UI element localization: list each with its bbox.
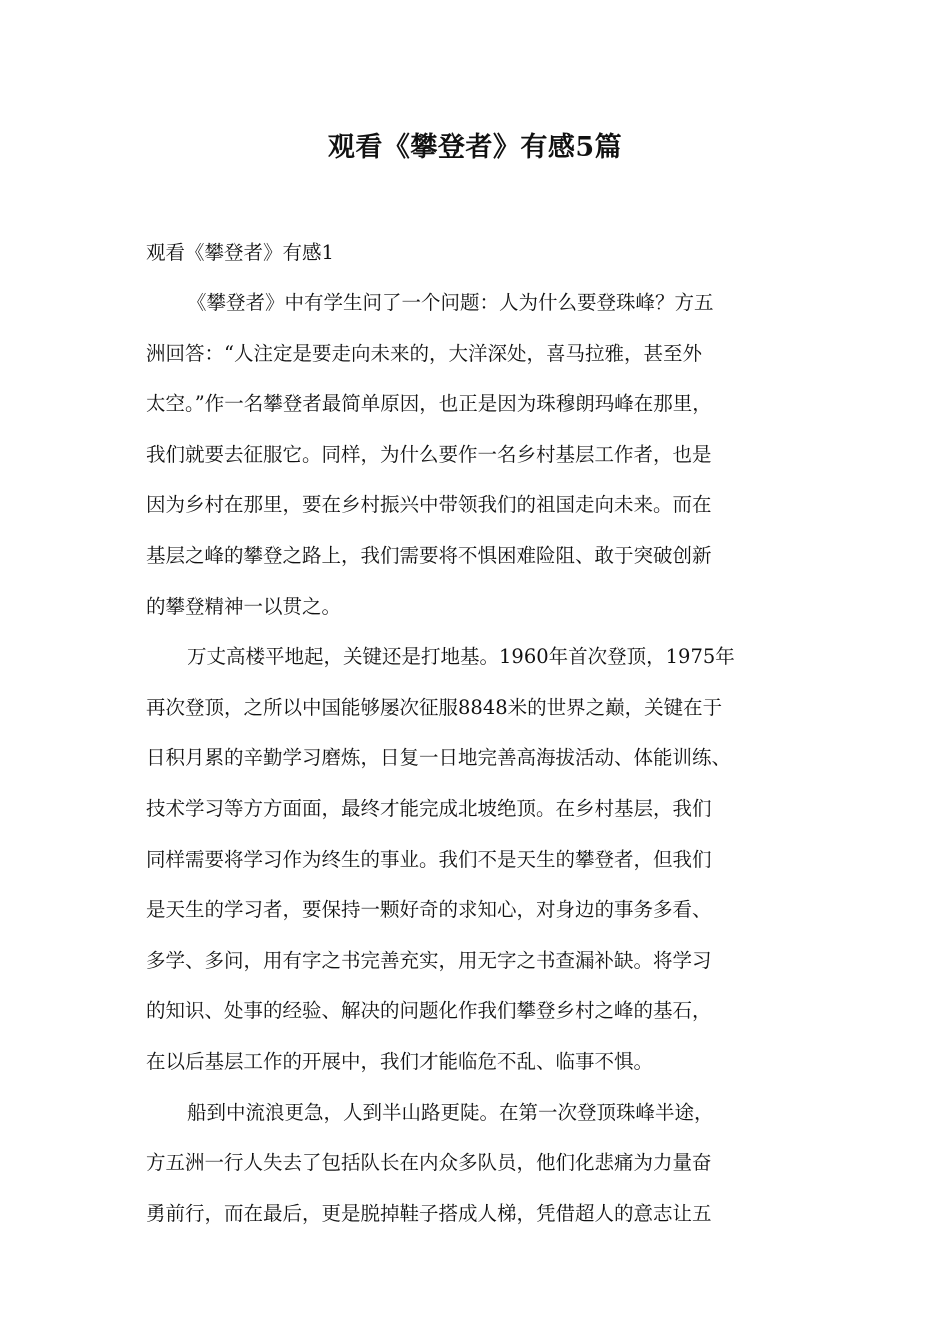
section-heading: 观看《攀登者》有感1	[146, 241, 334, 264]
paragraph-line: 洲回答：“人注定是要走向未来的，大洋深处，喜马拉雅，甚至外	[146, 341, 702, 365]
paragraph-line: 因为乡村在那里，要在乡村振兴中带领我们的祖国走向未来。而在	[146, 493, 712, 517]
paragraph-line: 方五洲一行人失去了包括队长在内众多队员，他们化悲痛为力量奋	[146, 1151, 712, 1175]
paragraph-1	[146, 278, 822, 632]
paragraph-line: 我们就要去征服它。同样，为什么要作一名乡村基层工作者，也是	[146, 442, 712, 466]
paragraph-line: 同样需要将学习作为终生的事业。我们不是天生的攀登者，但我们	[146, 847, 712, 871]
paragraph-line: 是天生的学习者，要保持一颗好奇的求知心，对身边的事务多看、	[146, 898, 712, 922]
paragraph-line: 的攀登精神一以贯之。	[146, 594, 342, 618]
paragraph-line: 太空。”作一名攀登者最简单原因，也正是因为珠穆朗玛峰在那里，	[146, 392, 712, 416]
paragraph-line: 万丈高楼平地起，关键还是打地基。1960年首次登顶，1975年	[187, 645, 735, 669]
paragraph-line: 再次登顶，之所以中国能够屡次征服8848米的世界之巅，关键在于	[146, 695, 723, 719]
document-body	[146, 228, 822, 1239]
paragraph-line: 船到中流浪更急，人到半山路更陡。在第一次登顶珠峰半途，	[187, 1100, 714, 1124]
paragraph-line: 日积月累的辛勤学习磨炼，日复一日地完善高海拔活动、体能训练、	[146, 746, 732, 770]
paragraph-3	[146, 1088, 822, 1240]
document-title: 观看《攀登者》有感5篇	[327, 132, 623, 163]
paragraph-line: 在以后基层工作的开展中，我们才能临危不乱、临事不惧。	[146, 1049, 654, 1073]
paragraph-line: 多学、多问，用有字之书完善充实，用无字之书查漏补缺。将学习	[146, 948, 712, 972]
paragraph-line: 勇前行，而在最后，更是脱掉鞋子搭成人梯，凭借超人的意志让五	[146, 1201, 712, 1225]
paragraph-2	[146, 632, 822, 1087]
paragraph-line: 《攀登者》中有学生问了一个问题：人为什么要登珠峰？方五	[187, 291, 714, 314]
paragraph-line: 技术学习等方方面面，最终才能完成北坡绝顶。在乡村基层，我们	[146, 796, 712, 820]
paragraph-line: 基层之峰的攀登之路上，我们需要将不惧困难险阻、敢于突破创新	[146, 543, 712, 567]
paragraph-line: 的知识、处事的经验、解决的问题化作我们攀登乡村之峰的基石，	[146, 999, 712, 1023]
